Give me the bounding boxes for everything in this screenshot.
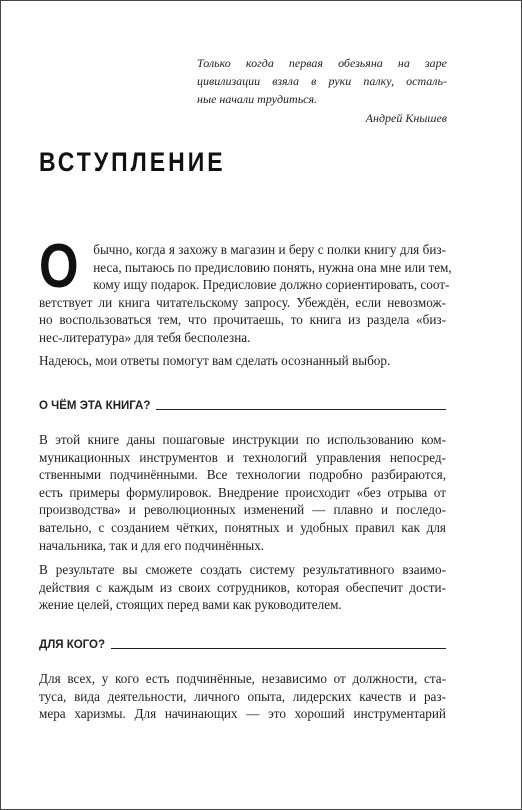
text-line: В результате вы сможете создать систему результативного взаимо- — [39, 562, 446, 577]
audience-paragraph — [39, 670, 446, 723]
text-line: ственными подчинёнными. Все технологии подробно разбираются, — [39, 467, 446, 483]
text-line: производства» и революционных изменений — плавно и последо- — [39, 502, 446, 518]
text-line: муникационных инструментов и технологий управления непосред- — [39, 449, 446, 465]
text-line: В этой книге даны пошаговые инструкции по использованию ком- — [39, 432, 446, 447]
text-line: бычно, когда я захожу в магазин и беру с полки книгу для биз- — [93, 242, 446, 257]
section-heading-about — [39, 400, 446, 412]
epigraph — [197, 54, 447, 127]
text-line: ветствует ли книга читательскому запросу. Убеждён, если невозмож- — [39, 294, 446, 310]
section-heading-text: ДЛЯ КОГО? — [39, 639, 106, 651]
epigraph-quote — [197, 54, 447, 108]
text-line: начальника, так и для его подчинённых. — [39, 537, 265, 553]
text-line: нес-литература» для тебя бесполезна. — [39, 329, 251, 345]
text-line: неса, пытаюсь по предисловию понять, нужна она мне или тем, — [93, 259, 452, 275]
text-line: кому ищу подарок. Предисловие должно сориентировать, соот- — [93, 277, 450, 293]
hope-paragraph: Надеюсь, мои ответы помогут вам сделать осознанный выбор. — [39, 353, 391, 368]
about-paragraph-2 — [39, 561, 446, 614]
epigraph-author: Андрей Кнышев — [365, 111, 447, 125]
chapter-title: ВСТУПЛЕНИЕ — [39, 147, 226, 177]
intro-paragraph — [39, 232, 452, 347]
about-paragraph-1 — [39, 431, 446, 554]
text-line: вательно, с созданием чётких, понятных и удобных правил как для — [39, 519, 446, 535]
heading-rule — [156, 409, 446, 410]
epigraph-line: ные начали трудиться. — [197, 92, 318, 106]
section-heading-audience — [39, 639, 446, 651]
text-line: Для всех, у кого есть подчинённые, независимо от должности, ста- — [39, 671, 446, 686]
section-heading-text: О ЧЁМ ЭТА КНИГА? — [39, 400, 151, 412]
text-line: туса, вида деятельности, личного опыта, лидерских качеств и раз- — [39, 688, 446, 704]
text-line: мера харизмы. Для начинающих — это хороший инструментарий — [39, 706, 446, 722]
epigraph-line: цивилизации взяла в руки палку, осталь- — [197, 74, 447, 88]
text-line: жение целей, стоящих перед вами как руководителем. — [39, 597, 342, 613]
drop-cap: О — [39, 232, 79, 301]
heading-rule — [111, 648, 446, 649]
text-line: есть примеры формулировок. Внедрение происходит «без отрыва от — [39, 484, 446, 500]
epigraph-line: Только когда первая обезьяна на заре — [197, 56, 447, 70]
text-line: но воспользоваться тем, что прочитаешь, то книга из раздела «биз- — [39, 312, 446, 328]
text-line: действия с каждым из своих сотрудников, которая обеспечит дости- — [39, 579, 446, 595]
